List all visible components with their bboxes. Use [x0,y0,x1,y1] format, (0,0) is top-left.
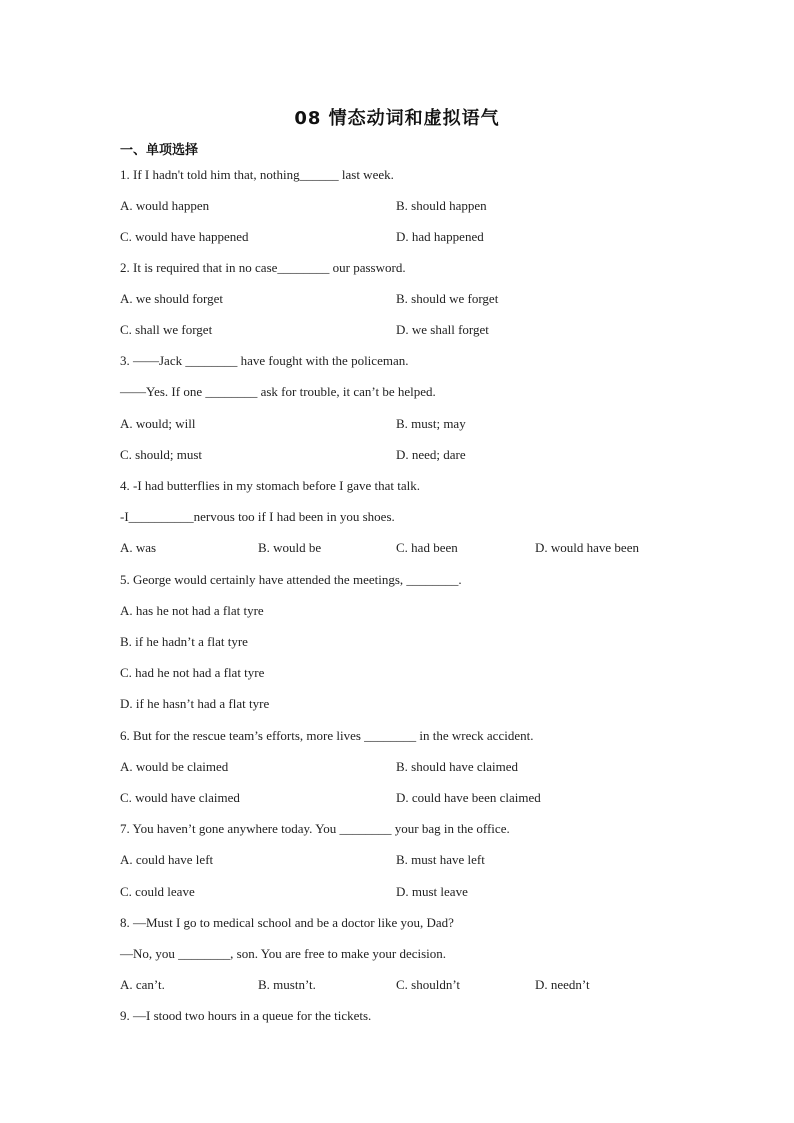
question-8-option-d: D. needn’t [535,977,590,992]
question-4-option-b: B. would be [258,540,322,555]
question-4-stem: 4. -I had butterflies in my stomach before I gave that talk. [120,478,420,493]
question-1-option-a: A. would happen [120,198,210,213]
question-4-option-a: A. was [120,540,157,555]
question-3-stem: 3. ——Jack ________ have fought with the policeman. [120,353,409,368]
question-4-option-d: D. would have been [535,540,639,555]
question-8-option-b: B. mustn’t. [258,977,316,992]
question-8-stem-reply: —No, you ________, son. You are free to make your decision. [120,946,447,961]
question-6-option-c: C. would have claimed [120,790,240,805]
question-4-stem-reply: -I__________nervous too if I had been in you shoes. [120,509,395,524]
question-9-stem: 9. —I stood two hours in a queue for the tickets. [120,1008,372,1023]
question-6-option-d: D. could have been claimed [396,790,541,805]
question-6-stem: 6. But for the rescue team’s efforts, more lives ________ in the wreck accident. [120,728,534,743]
question-3-option-b: B. must; may [396,416,466,431]
question-4-option-c: C. had been [396,540,458,555]
question-1-option-d: D. had happened [396,229,484,244]
question-2-option-c: C. shall we forget [120,322,213,337]
question-6-option-a: A. would be claimed [120,759,229,774]
question-3-option-a: A. would; will [120,416,196,431]
question-3-option-c: C. should; must [120,447,202,462]
question-2-option-d: D. we shall forget [396,322,489,337]
question-6-option-b: B. should have claimed [396,759,519,774]
question-5-option-a: A. has he not had a flat tyre [120,603,264,618]
question-7-option-c: C. could leave [120,884,195,899]
question-3-option-d: D. need; dare [396,447,466,462]
question-7-option-d: D. must leave [396,884,468,899]
question-1-option-c: C. would have happened [120,229,249,244]
question-8-stem: 8. —Must I go to medical school and be a doctor like you, Dad? [120,915,454,930]
question-5-option-c: C. had he not had a flat tyre [120,665,265,680]
question-8-option-c: C. shouldn’t [396,977,461,992]
question-5-option-d: D. if he hasn’t had a flat tyre [120,696,270,711]
question-1-option-b: B. should happen [396,198,487,213]
section-heading: 一、单项选择 [120,143,199,158]
question-3-stem-reply: ——Yes. If one ________ ask for trouble, it can’t be helped. [120,384,436,399]
page-title: 08 情态动词和虚拟语气 [294,108,500,129]
question-2-option-a: A. we should forget [120,291,224,306]
question-5-option-b: B. if he hadn’t a flat tyre [120,634,248,649]
question-7-option-a: A. could have left [120,852,214,867]
question-5-stem: 5. George would certainly have attended the meetings, ________. [120,572,462,587]
question-8-option-a: A. can’t. [120,977,165,992]
question-1-stem: 1. If I hadn't told him that, nothing______ last week. [120,167,394,182]
question-7-option-b: B. must have left [396,852,485,867]
question-7-stem: 7. You haven’t gone anywhere today. You ________ your bag in the office. [120,821,510,836]
question-2-stem: 2. It is required that in no case________ our password. [120,260,406,275]
question-2-option-b: B. should we forget [396,291,499,306]
